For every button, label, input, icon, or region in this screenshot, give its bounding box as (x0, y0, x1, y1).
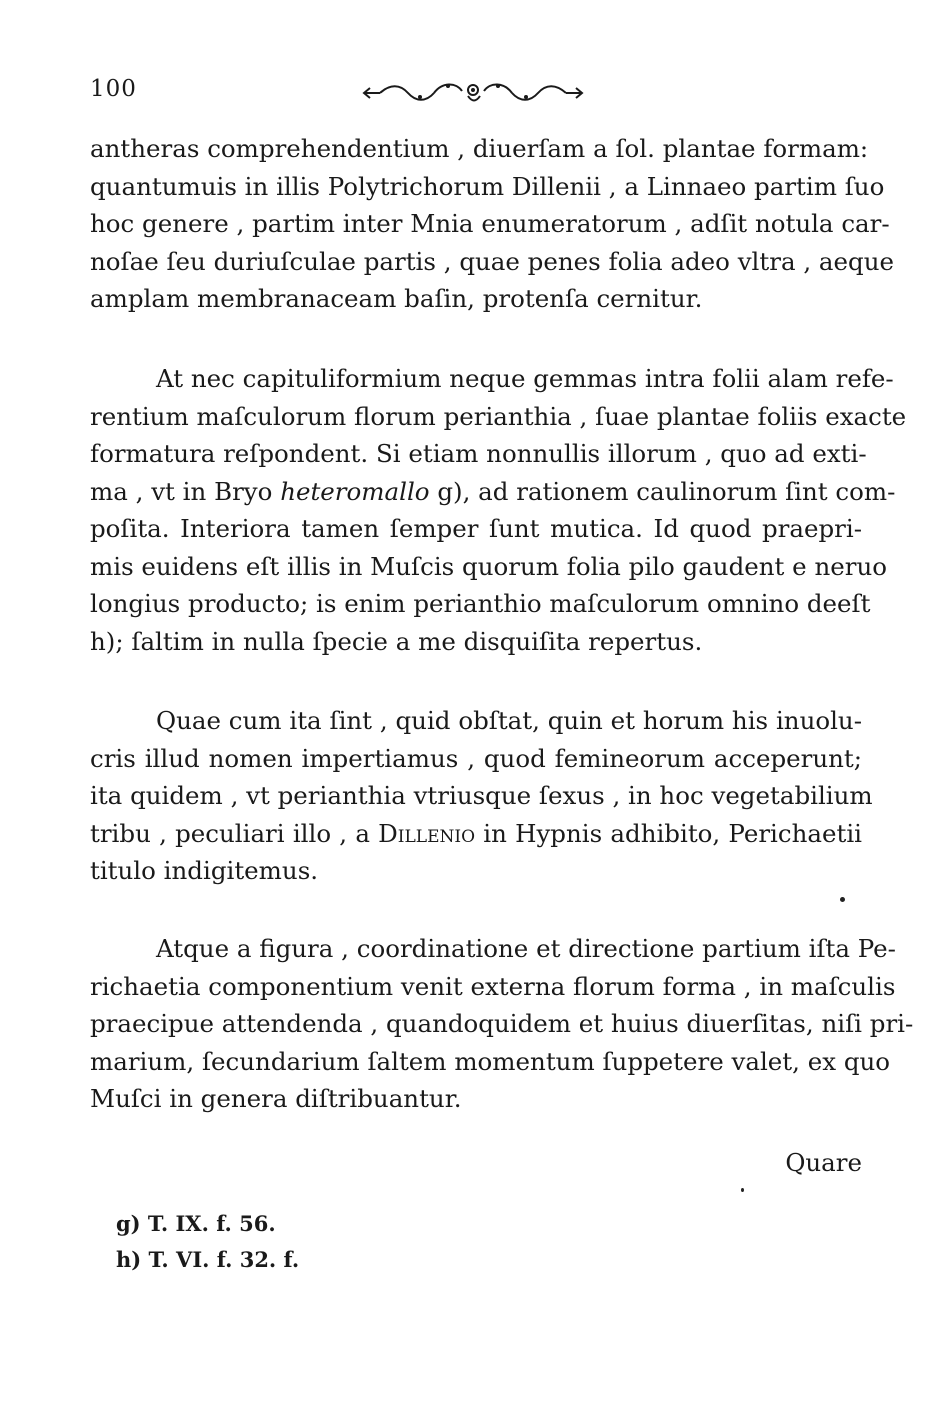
text-line: poſita. Interiora tamen ſemper ſunt mutica. Id quod praepri- (90, 514, 862, 543)
scan-speck (840, 897, 845, 902)
paragraph-3 (90, 702, 873, 890)
text-line-with-smallcaps: tribu , peculiari illo , a Dillenio in Hypnis adhibito, Perichaetii (90, 818, 862, 848)
text-line: praecipue attendenda , quandoquidem et huius diuerſitas, niſi pri- (90, 1009, 914, 1038)
text-line: amplam membranaceam baſin, protenſa cernitur. (90, 284, 703, 313)
text-line: Atque a figura , coordinatione et directione partium iſta Pe- (156, 934, 896, 963)
text-line: Muſci in genera diſtribuantur. (90, 1084, 462, 1113)
text-line: marium, ſecundarium ſaltem momentum ſuppetere valet, ex quo (90, 1046, 891, 1076)
footnote-g: g) T. IX. f. 56. (116, 1211, 276, 1236)
text-line: rentium maſculorum florum perianthia , ſuae plantae foliis exacte (90, 401, 907, 431)
paragraph-4 (90, 930, 914, 1118)
text-line: richaetia componentium venit externa florum forma , in maſculis (90, 971, 896, 1001)
text-line: antheras comprehendentium , diuerſam a ſol. plantae formam: (90, 134, 869, 163)
text-line: titulo indigitemus. (90, 856, 319, 885)
smallcaps-author-name: Dillenio (378, 818, 476, 848)
paragraph-2 (90, 360, 907, 660)
text-line: ita quidem , vt perianthia vtriusque ſexus , in hoc vegetabilium (90, 781, 873, 810)
text-line: mis euidens eſt illis in Muſcis quorum folia pilo gaudent e neruo (90, 551, 887, 581)
floral-ornament-icon (360, 80, 586, 106)
text-line: cris illud nomen impertiamus , quod femineorum acceperunt; (90, 743, 862, 773)
text-line: longius producto; is enim perianthio maſculorum omnino deeſt (90, 589, 871, 618)
scan-speck (741, 1188, 744, 1192)
text-line: formatura reſpondent. Si etiam nonnullis illorum , quo ad exti- (90, 439, 867, 468)
text-line: Quae cum ita ſint , quid obſtat, quin et horum his inuolu- (156, 706, 862, 735)
text-line: hoc genere , partim inter Mnia enumeratorum , adſit notula car- (90, 209, 890, 238)
italic-species-name: heteromallo (280, 476, 430, 506)
text-line: noſae ſeu duriuſculae partis , quae penes folia adeo vltra , aeque (90, 246, 894, 276)
text-line: quantumuis in illis Polytrichorum Dillenii , a Linnaeo partim ſuo (90, 171, 885, 201)
text-line: At nec capituliformium neque gemmas intra folii alam refe- (156, 364, 894, 393)
catchword: Quare (785, 1148, 862, 1177)
page-number: 100 (90, 76, 137, 102)
footnote-h: h) T. VI. f. 32. f. (116, 1247, 300, 1272)
text-line: h); ſaltim in nulla ſpecie a me disquiſita repertus. (90, 626, 703, 656)
footnotes (116, 1206, 299, 1278)
text-line-with-italic: ma , vt in Bryo heteromallo g), ad rationem caulinorum ſint com- (90, 476, 896, 506)
paragraph-1 (90, 130, 894, 318)
